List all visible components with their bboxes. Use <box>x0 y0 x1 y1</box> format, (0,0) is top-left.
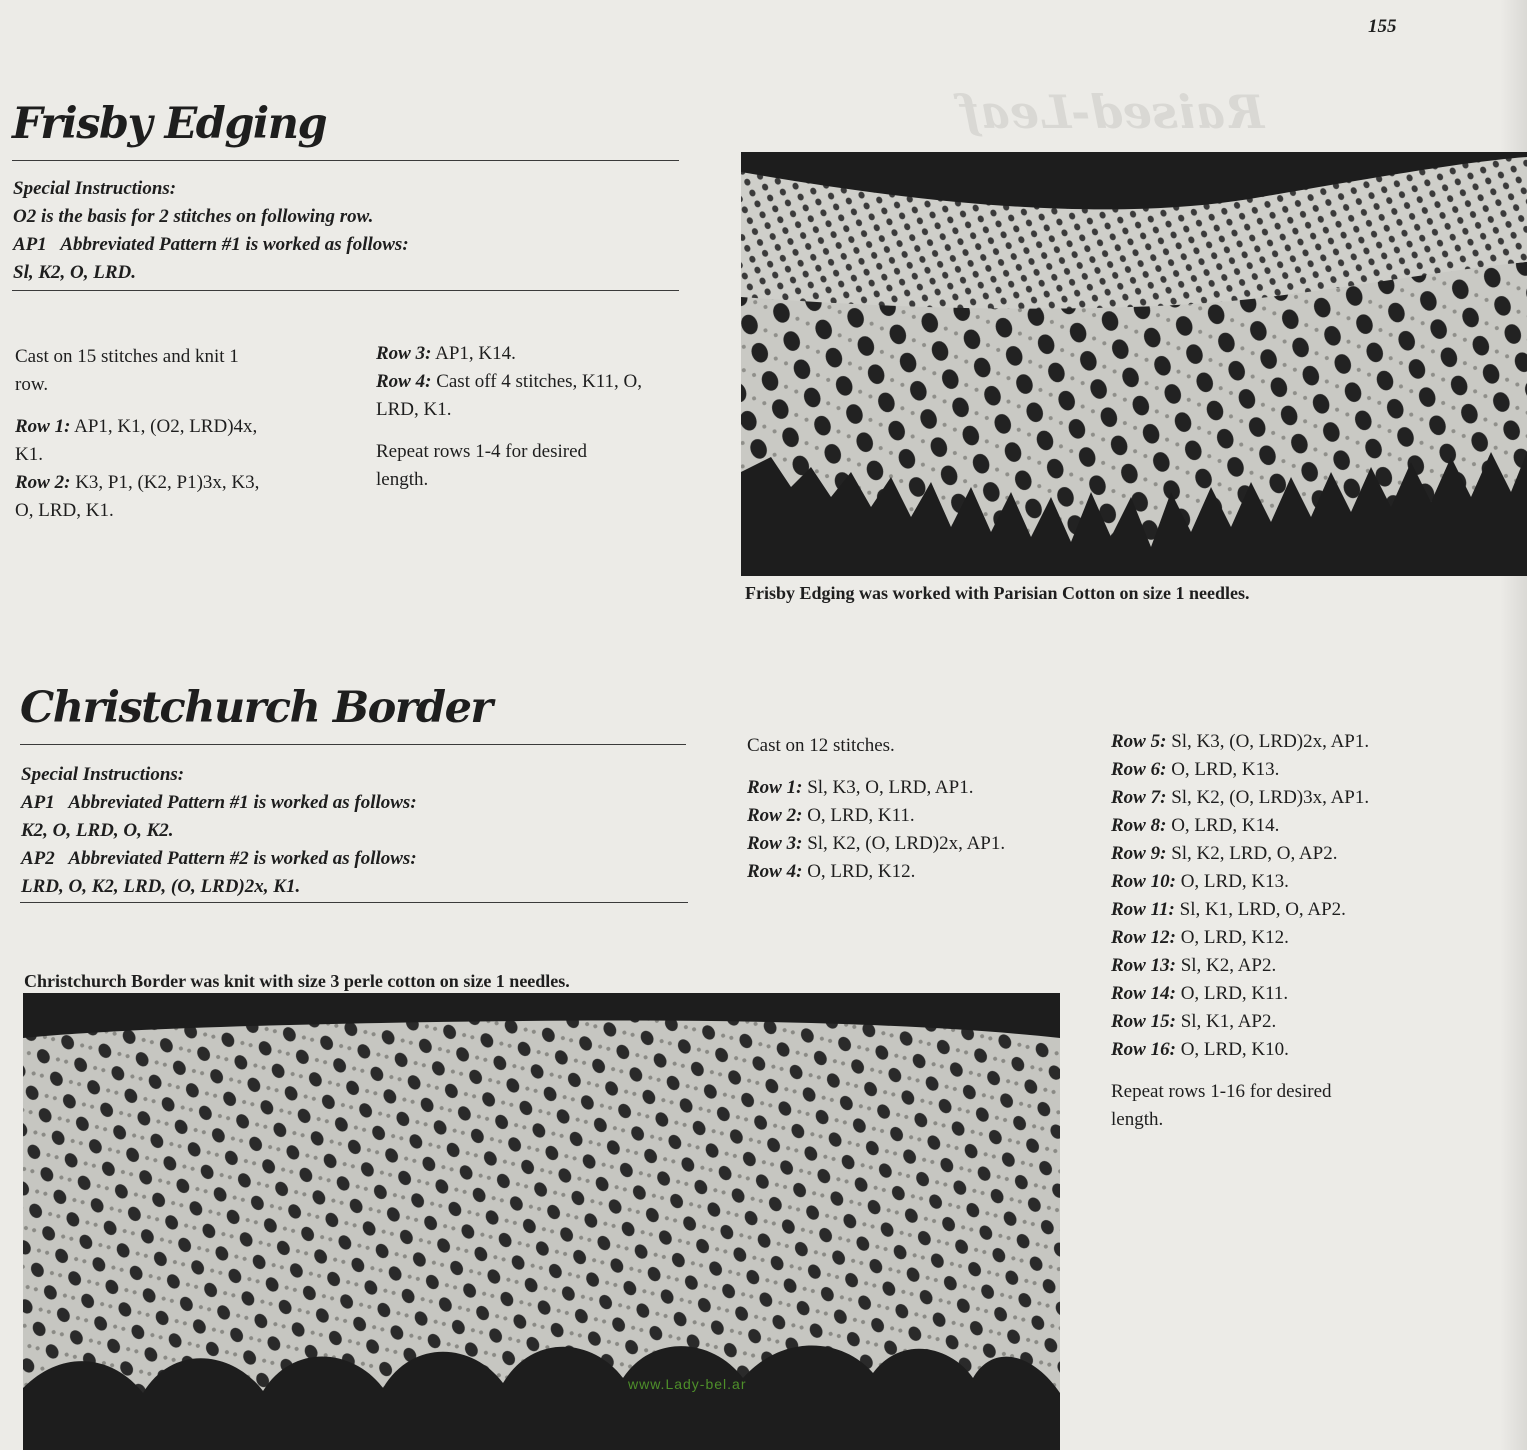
christchurch-row-8 <box>1111 812 1396 840</box>
christchurch-ap1-label: AP1 <box>21 792 55 813</box>
frisby-cast-on: Cast on 15 stitches and knit 1 row. <box>15 346 239 395</box>
frisby-special-heading: Special Instructions: <box>13 178 177 199</box>
row-label: Row 3: <box>747 833 803 854</box>
row-text: K3, P1, (K2, P1)3x, K3, O, LRD, K1. <box>15 472 260 521</box>
christchurch-instructions-col1 <box>747 732 1047 886</box>
row-text: O, LRD, K12. <box>807 861 916 882</box>
christchurch-photo <box>23 993 1060 1450</box>
row-text: O, LRD, K14. <box>1171 815 1280 836</box>
christchurch-row-9 <box>1111 840 1396 868</box>
christchurch-row-4 <box>747 858 1047 886</box>
christchurch-cast-on: Cast on 12 stitches. <box>747 735 895 756</box>
row-text: Sl, K2, (O, LRD)3x, AP1. <box>1171 787 1370 808</box>
row-text: AP1, K14. <box>435 343 516 364</box>
row-label: Row 1: <box>15 416 71 437</box>
christchurch-row-16 <box>1111 1036 1396 1064</box>
row-text: O, LRD, K13. <box>1171 759 1280 780</box>
row-label: Row 2: <box>15 472 71 493</box>
row-label: Row 3: <box>376 343 432 364</box>
christchurch-row-1 <box>747 774 1047 802</box>
row-label: Row 10: <box>1111 871 1176 892</box>
row-text: Sl, K2, AP2. <box>1180 955 1277 976</box>
christchurch-row-14 <box>1111 980 1396 1008</box>
christchurch-rule-top <box>20 744 686 745</box>
frisby-special-instructions <box>13 175 673 287</box>
frisby-title: Frisby Edging <box>12 99 327 149</box>
frisby-rule-bottom <box>12 290 679 291</box>
christchurch-row-2 <box>747 802 1047 830</box>
row-label: Row 14: <box>1111 983 1176 1004</box>
row-text: O, LRD, K11. <box>1180 983 1289 1004</box>
frisby-rule-top <box>12 160 679 161</box>
row-label: Row 2: <box>747 805 803 826</box>
row-label: Row 7: <box>1111 787 1167 808</box>
row-text: AP1, K1, (O2, LRD)4x, K1. <box>15 416 258 465</box>
christchurch-row-12 <box>1111 924 1396 952</box>
row-text: Sl, K1, LRD, O, AP2. <box>1179 899 1346 920</box>
christchurch-row-11 <box>1111 896 1361 924</box>
row-label: Row 15: <box>1111 1011 1176 1032</box>
frisby-instructions-col2 <box>376 340 651 508</box>
row-label: Row 6: <box>1111 759 1167 780</box>
frisby-ap1-label: AP1 <box>13 234 47 255</box>
frisby-ap1-line <box>13 231 673 259</box>
row-text: Sl, K3, (O, LRD)2x, AP1. <box>1171 731 1370 752</box>
frisby-row-3 <box>376 340 651 368</box>
row-text: O, LRD, K11. <box>807 805 915 826</box>
christchurch-title: Christchurch Border <box>20 683 492 733</box>
christchurch-rule-bottom <box>20 902 688 903</box>
frisby-row-2 <box>15 469 260 525</box>
christchurch-ap1-line <box>21 789 686 817</box>
frisby-caption: Frisby Edging was worked with Parisian Cotton on size 1 needles. <box>745 583 1250 603</box>
row-label: Row 4: <box>747 861 803 882</box>
frisby-row-1 <box>15 413 260 469</box>
frisby-row-4 <box>376 368 651 424</box>
christchurch-caption: Christchurch Border was knit with size 3 perle cotton on size 1 needles. <box>24 971 570 991</box>
christchurch-ap2-pattern: LRD, O, K2, LRD, (O, LRD)2x, K1. <box>21 876 301 897</box>
christchurch-row-5 <box>1111 728 1381 756</box>
christchurch-row-10 <box>1111 868 1396 896</box>
christchurch-ap1-desc: Abbreviated Pattern #1 is worked as follows: <box>68 792 417 813</box>
frisby-photo <box>741 152 1527 576</box>
row-text: O, LRD, K13. <box>1180 871 1289 892</box>
christchurch-row-15 <box>1111 1008 1396 1036</box>
show-through-text: Raised-Leaf <box>960 85 1265 139</box>
christchurch-special-instructions <box>21 761 686 901</box>
row-text: Sl, K3, O, LRD, AP1. <box>807 777 974 798</box>
row-label: Row 11: <box>1111 899 1175 920</box>
row-text: Sl, K2, LRD, O, AP2. <box>1171 843 1338 864</box>
christchurch-row-6 <box>1111 756 1396 784</box>
frisby-ap1-desc: Abbreviated Pattern #1 is worked as follows: <box>60 234 409 255</box>
christchurch-ap1-pattern: K2, O, LRD, O, K2. <box>21 820 174 841</box>
row-label: Row 4: <box>376 371 432 392</box>
christchurch-lace-image <box>23 993 1060 1450</box>
row-label: Row 12: <box>1111 927 1176 948</box>
christchurch-ap2-label: AP2 <box>21 848 55 869</box>
christchurch-ap2-desc: Abbreviated Pattern #2 is worked as follows: <box>68 848 417 869</box>
row-text: Cast off 4 stitches, K11, O, LRD, K1. <box>376 371 643 420</box>
frisby-ap1-pattern: Sl, K2, O, LRD. <box>13 262 136 283</box>
row-label: Row 1: <box>747 777 803 798</box>
row-label: Row 16: <box>1111 1039 1176 1060</box>
row-text: O, LRD, K10. <box>1180 1039 1289 1060</box>
row-label: Row 13: <box>1111 955 1176 976</box>
row-label: Row 8: <box>1111 815 1167 836</box>
row-text: Sl, K2, (O, LRD)2x, AP1. <box>807 833 1006 854</box>
christchurch-special-heading: Special Instructions: <box>21 764 185 785</box>
christchurch-row-3 <box>747 830 1017 858</box>
page-number: 155 <box>1368 16 1397 37</box>
frisby-instructions-col1 <box>15 343 260 525</box>
christchurch-row-13 <box>1111 952 1396 980</box>
row-label: Row 9: <box>1111 843 1167 864</box>
christchurch-row-7 <box>1111 784 1381 812</box>
row-text: O, LRD, K12. <box>1180 927 1289 948</box>
row-text: Sl, K1, AP2. <box>1180 1011 1277 1032</box>
frisby-lace-image <box>741 152 1527 576</box>
row-label: Row 5: <box>1111 731 1167 752</box>
christchurch-repeat: Repeat rows 1-16 for desired length. <box>1111 1081 1332 1130</box>
christchurch-ap2-line <box>21 845 686 873</box>
frisby-repeat: Repeat rows 1-4 for desired length. <box>376 441 588 490</box>
christchurch-instructions-col2 <box>1111 728 1396 1148</box>
frisby-special-note: O2 is the basis for 2 stitches on following row. <box>13 206 374 227</box>
watermark-text: www.Lady-bel.ar <box>628 1376 747 1392</box>
